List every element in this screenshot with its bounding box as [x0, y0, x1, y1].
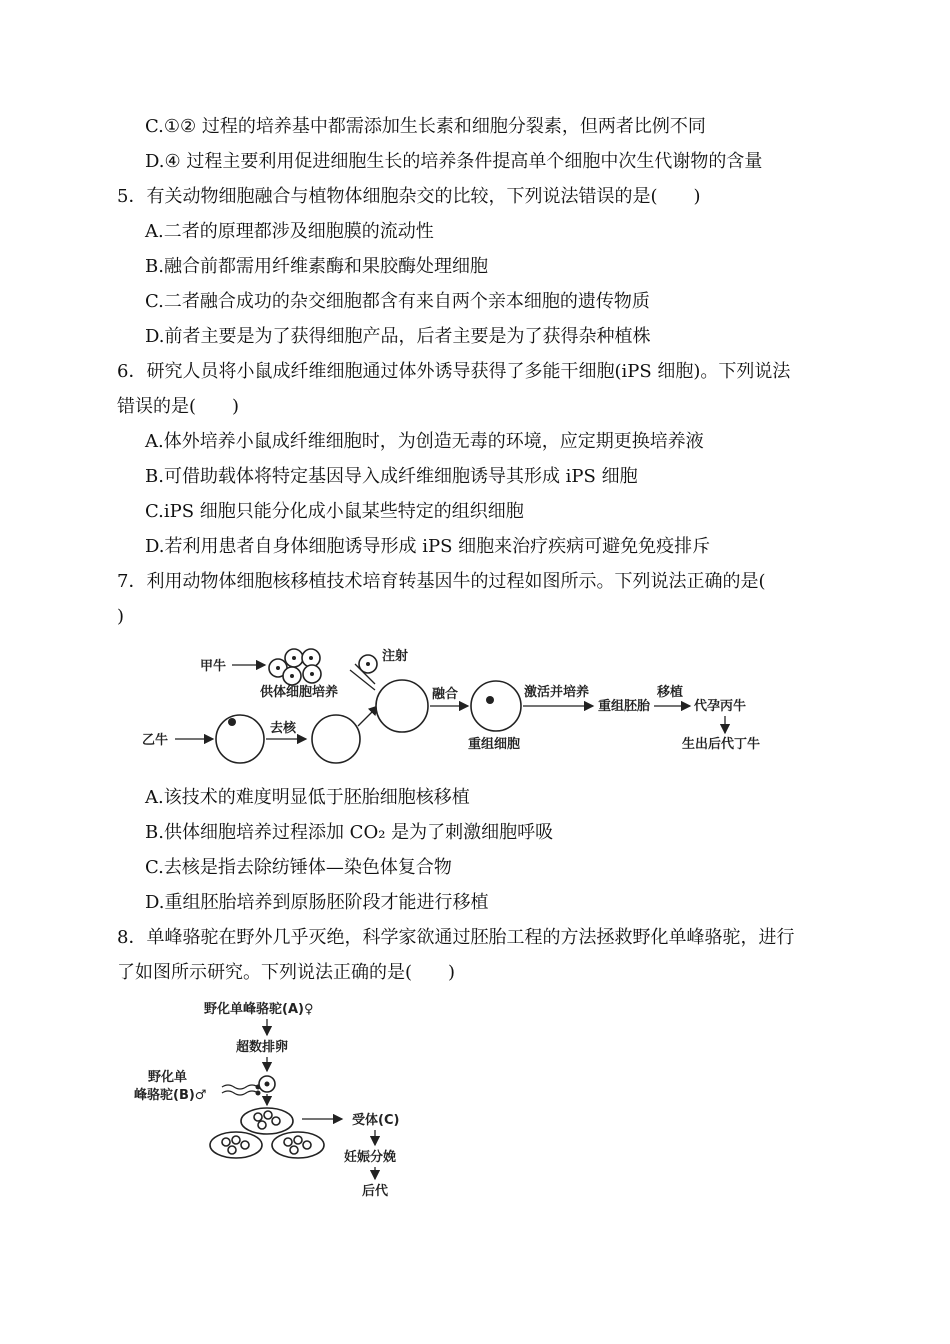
label-activation: 激活并培养	[524, 685, 590, 700]
label-reconstructed-cell: 重组细胞	[468, 737, 521, 752]
option-line: B.供体细胞培养过程添加 CO₂ 是为了刺激细胞呼吸	[145, 822, 554, 843]
question-line: 6．研究人员将小鼠成纤维细胞通过体外诱导获得了多能干细胞(iPS 细胞)。下列说法	[117, 361, 791, 382]
option-line: B.融合前都需用纤维素酶和果胶酶处理细胞	[145, 256, 488, 277]
option-line: D.若利用患者自身体细胞诱导形成 iPS 细胞来治疗疾病可避免免疫排斥	[145, 536, 711, 557]
label-offspring-camel: 后代	[362, 1184, 389, 1199]
donor-cells	[269, 649, 321, 685]
option-line: D.前者主要是为了获得细胞产品，后者主要是为了获得杂种植株	[145, 326, 651, 347]
option-line: C.二者融合成功的杂交细胞都含有来自两个亲本细胞的遗传物质	[145, 291, 650, 312]
option-line: C.去核是指去除纺锤体—染色体复合物	[145, 857, 452, 878]
question-line: )	[117, 606, 125, 627]
label-superovulation: 超数排卵	[236, 1040, 289, 1055]
label-recipient: 受体(C)	[352, 1113, 400, 1128]
label-jia-niu: 甲牛	[200, 659, 227, 674]
camel-embryo-diagram	[130, 995, 450, 1210]
option-line: C.iPS 细胞只能分化成小鼠某些特定的组织细胞	[145, 501, 524, 522]
option-line: C.①② 过程的培养基中都需添加生长素和细胞分裂素，但两者比例不同	[145, 116, 706, 137]
label-camel-a: 野化单峰骆驼(A)♀	[204, 1002, 314, 1017]
option-line: A.该技术的难度明显低于胚胎细胞核移植	[145, 787, 470, 808]
question-line: 8．单峰骆驼在野外几乎灭绝，科学家欲通过胚胎工程的方法拯救野化单峰骆驼，进行	[117, 927, 795, 948]
label-camel-b2: 峰骆驼(B)♂	[134, 1088, 207, 1103]
option-line: D.④ 过程主要利用促进细胞生长的培养条件提高单个细胞中次生代谢物的含量	[145, 151, 763, 172]
label-injection: 注射	[382, 649, 409, 664]
label-fusion: 融合	[432, 687, 459, 702]
label-offspring: 生出后代丁牛	[682, 737, 761, 752]
option-line: D.重组胚胎培养到原肠胚阶段才能进行移植	[145, 892, 489, 913]
label-donor-culture: 供体细胞培养	[260, 685, 339, 700]
label-enucleation: 去核	[270, 721, 297, 736]
label-surrogate: 代孕丙牛	[694, 699, 747, 714]
label-yi-niu: 乙牛	[142, 733, 169, 748]
label-pregnancy: 妊娠分娩	[344, 1150, 397, 1165]
option-line: A.二者的原理都涉及细胞膜的流动性	[145, 221, 434, 242]
label-camel-b1: 野化单	[148, 1070, 188, 1085]
option-line: A.体外培养小鼠成纤维细胞时，为创造无毒的环境，应定期更换培养液	[145, 431, 704, 452]
option-line: B.可借助载体将特定基因导入成纤维细胞诱导其形成 iPS 细胞	[145, 466, 638, 487]
question-line: 错误的是( )	[117, 396, 240, 417]
label-reconstructed-embryo: 重组胚胎	[598, 699, 651, 714]
question-line: 7．利用动物体细胞核移植技术培育转基因牛的过程如图所示。下列说法正确的是(	[117, 571, 766, 592]
question-line: 5．有关动物细胞融合与植物体细胞杂交的比较，下列说法错误的是( )	[117, 186, 701, 207]
embryos	[210, 1108, 324, 1158]
nuclear-transfer-diagram	[130, 640, 790, 770]
label-transfer: 移植	[657, 685, 684, 700]
question-line: 了如图所示研究。下列说法正确的是( )	[117, 962, 456, 983]
